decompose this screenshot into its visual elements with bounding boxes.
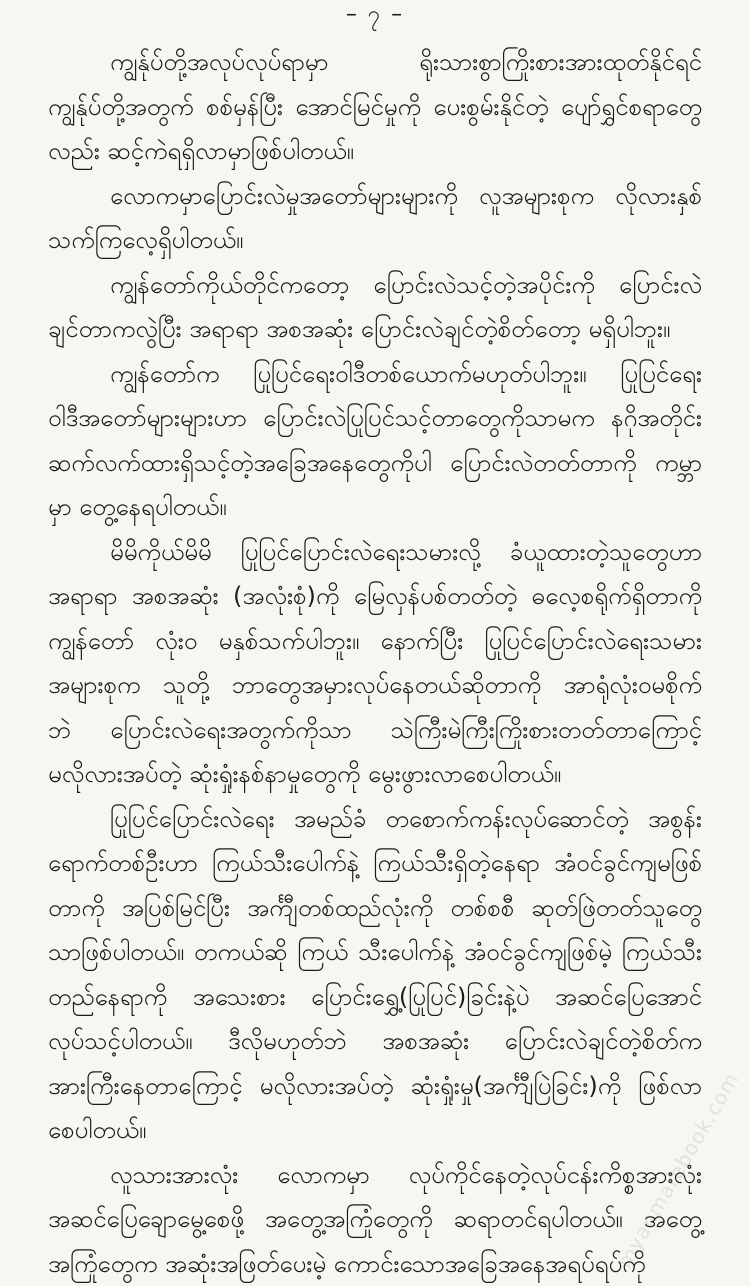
paragraph-line: အားကြီးနေတာကြောင့် မလိုလားအပ်တဲ့ ဆုံးရှုံးမှု(အင်္ကျီပြဲခြင်း)ကို ဖြစ်လာ [48,1064,702,1109]
paragraph-line: မလိုလားအပ်တဲ့ ဆုံးရှုံးနစ်နာမှုတွေကို မွေးဖွားလာစေပါတယ်။ [48,752,702,797]
paragraph-line: သက်ကြလေ့ရှိပါတယ်။ [48,218,702,263]
paragraph-line: အရာရာ အစအဆုံး (အလုံးစုံ)ကို မြေလှန်ပစ်တတ်တဲ့ ဓလေ့စရိုက်ရှိတာကို [48,574,702,619]
paragraph-line: လုပ်သင့်ပါတယ်။ ဒီလိုမဟုတ်ဘဲ အစအဆုံး ပြောင်းလဲချင်တဲ့စိတ်က [48,1019,702,1064]
watermark-text: myanmarebook.com [612,1068,744,1272]
paragraph-line: သာဖြစ်ပါတယ်။ တကယ်ဆို ကြယ် သီးပေါက်နဲ့ အံဝင်ခွင်ကျဖြစ်မဲ့ ကြယ်သီး [48,930,702,975]
paragraph-line: ရောက်တစ်ဦးဟာ ကြယ်သီးပေါက်နဲ့ ကြယ်သီးရှိတဲ့နေရာ အံဝင်ခွင်ကျမဖြစ် [48,841,702,886]
paragraph-line: အများစုက သူတို့ ဘာတွေအမှားလုပ်နေတယ်ဆိုတာကို အာရုံလုံးဝမစိုက် [48,663,702,708]
page-number: – ၇ – [0,2,750,28]
paragraph-line: မိမိကိုယ်မိမိ ပြုပြင်ပြောင်းလဲရေးသမားလို့ ခံယူထားတဲ့သူတွေဟာ [48,530,702,575]
paragraph-line: အဆင်ပြေချောမွေ့စေဖို့ အတွေ့အကြုံတွေကို ဆရာတင်ရပါတယ်။ အတွေ့ [48,1197,702,1242]
paragraph-line: တာကို အပြစ်မြင်ပြီး အင်္ကျီတစ်ထည်လုံးကို တစ်စစီ ဆုတ်ဖြဲတတ်သူတွေ [48,886,702,931]
paragraph-line: လောကမှာပြောင်းလဲမှုအတော်များများကို လူအများစုက လိုလားနှစ် [48,174,702,219]
paragraph-line: စေပါတယ်။ [48,1108,702,1153]
paragraph-line: ကျွန်ုပ်တို့အလုပ်လုပ်ရာမှာ ရိုးသားစွာကြိုးစားအားထုတ်နိုင်ရင် [48,40,702,85]
paragraph-line: ချင်တာကလွဲပြီး အရာရာ အစအဆုံး ပြောင်းလဲချင်တဲ့စိတ်တော့ မရှိပါဘူး။ [48,307,702,352]
paragraph-line: ဝါဒီအတော်များများဟာ ပြောင်းလဲပြုပြင်သင့်တာတွေကိုသာမက နဂိုအတိုင်း [48,396,702,441]
paragraph-line: ကျွန်တော်ကိုယ်တိုင်ကတော့ ပြောင်းလဲသင့်တဲ့အပိုင်းကို ပြောင်းလဲ [48,263,702,308]
paragraph-line: ကျွန်တော် လုံးဝ မနှစ်သက်ပါဘူး။ နောက်ပြီး ပြုပြင်ပြောင်းလဲရေးသမား [48,619,702,664]
paragraph-line: ဘဲ ပြောင်းလဲရေးအတွက်ကိုသာ သဲကြီးမဲကြီးကြိုးစားတတ်တာကြောင့် [48,708,702,753]
paragraph-line: အကြုံတွေက အဆုံးအဖြတ်ပေးမဲ့ ကောင်းသောအခြေအနေအရပ်ရပ်ကို [48,1242,702,1286]
paragraph-line: မှာ တွေ့နေရပါတယ်။ [48,485,702,530]
paragraph-line: ပြုပြင်ပြောင်းလဲရေး အမည်ခံ တစောက်ကန်းလုပ်ဆောင်တဲ့ အစွန်း [48,797,702,842]
paragraph-line: တည်နေရာကို အသေးစား ပြောင်းရွှေ့(ပြုပြင်)ခြင်းနဲ့ပဲ အဆင်ပြေအောင် [48,975,702,1020]
paragraph-line: ကျွန်ုပ်တို့အတွက် စစ်မှန်ပြီး အောင်မြင်မှုကို ပေးစွမ်းနိုင်တဲ့ ပျော်ရွှင်စရာတွေ [48,85,702,130]
body-text [48,40,702,1286]
paragraph-line: ဆက်လက်ထားရှိသင့်တဲ့အခြေအနေတွေကိုပါ ပြောင်းလဲတတ်တာကို ကမ္ဘာ [48,441,702,486]
paragraph-line: လည်း ဆင့်ကဲရရှိလာမှာဖြစ်ပါတယ်။ [48,129,702,174]
paragraph-line: လူသားအားလုံး လောကမှာ လုပ်ကိုင်နေတဲ့လုပ်ငန်းကိစ္စအားလုံး [48,1153,702,1198]
paragraph-line: ကျွန်တော်က ပြုပြင်ရေးဝါဒီတစ်ယောက်မဟုတ်ပါဘူး။ ပြုပြင်ရေး [48,352,702,397]
